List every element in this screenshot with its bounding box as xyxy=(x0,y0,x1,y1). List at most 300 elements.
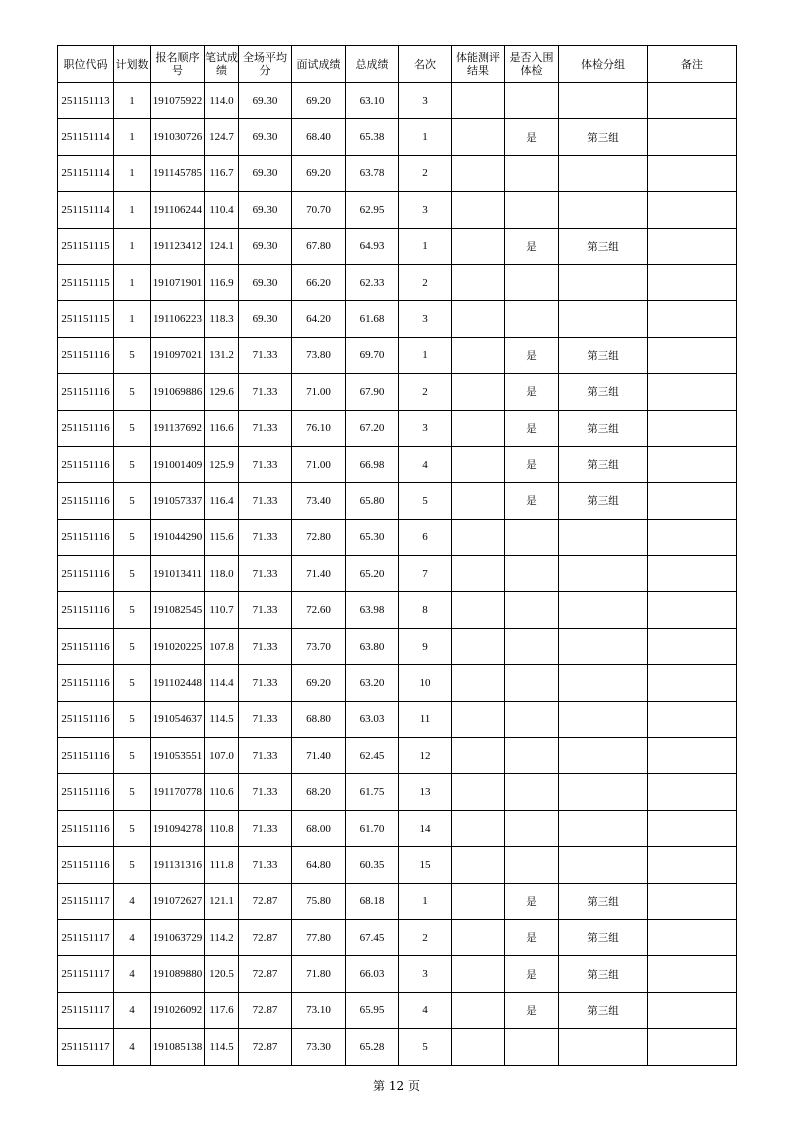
cell-position-code: 251151117 xyxy=(58,992,114,1028)
cell-fitness-result xyxy=(452,301,505,337)
cell-registration-number: 191044290 xyxy=(151,519,205,555)
cell-interview-score: 64.20 xyxy=(292,301,346,337)
table-header xyxy=(58,46,737,83)
cell-written-score: 114.4 xyxy=(205,665,239,701)
table-row xyxy=(58,628,737,664)
cell-remark xyxy=(648,228,737,264)
cell-plan-count: 5 xyxy=(114,519,151,555)
cell-interview-score: 70.70 xyxy=(292,192,346,228)
cell-fitness-result xyxy=(452,192,505,228)
cell-rank: 12 xyxy=(399,738,452,774)
cell-remark xyxy=(648,192,737,228)
cell-registration-number: 191057337 xyxy=(151,483,205,519)
cell-medical-shortlist xyxy=(505,628,559,664)
cell-position-code: 251151115 xyxy=(58,264,114,300)
cell-rank: 14 xyxy=(399,810,452,846)
cell-written-score: 107.0 xyxy=(205,738,239,774)
cell-interview-score: 69.20 xyxy=(292,155,346,191)
cell-medical-group: 第三组 xyxy=(559,228,648,264)
cell-position-code: 251151116 xyxy=(58,337,114,373)
cell-position-code: 251151115 xyxy=(58,301,114,337)
cell-remark xyxy=(648,847,737,883)
cell-registration-number: 191075922 xyxy=(151,83,205,119)
cell-interview-score: 71.80 xyxy=(292,956,346,992)
table-row xyxy=(58,992,737,1028)
cell-interview-score: 71.00 xyxy=(292,446,346,482)
table-row xyxy=(58,410,737,446)
cell-fitness-result xyxy=(452,738,505,774)
cell-medical-shortlist: 是 xyxy=(505,483,559,519)
cell-plan-count: 1 xyxy=(114,264,151,300)
cell-written-score: 116.6 xyxy=(205,410,239,446)
cell-registration-number: 191137692 xyxy=(151,410,205,446)
cell-rank: 5 xyxy=(399,1029,452,1065)
cell-interview-score: 76.10 xyxy=(292,410,346,446)
cell-interview-score: 77.80 xyxy=(292,919,346,955)
table-row xyxy=(58,592,737,628)
cell-plan-count: 4 xyxy=(114,1029,151,1065)
table-row xyxy=(58,337,737,373)
table-row xyxy=(58,847,737,883)
table-row xyxy=(58,83,737,119)
cell-plan-count: 5 xyxy=(114,483,151,519)
cell-remark xyxy=(648,556,737,592)
cell-rank: 3 xyxy=(399,301,452,337)
cell-position-code: 251151116 xyxy=(58,556,114,592)
cell-registration-number: 191106223 xyxy=(151,301,205,337)
cell-registration-number: 191071901 xyxy=(151,264,205,300)
cell-medical-shortlist xyxy=(505,847,559,883)
cell-position-code: 251151116 xyxy=(58,701,114,737)
cell-average-score: 69.30 xyxy=(239,264,292,300)
cell-medical-group xyxy=(559,1029,648,1065)
cell-registration-number: 191063729 xyxy=(151,919,205,955)
cell-written-score: 114.2 xyxy=(205,919,239,955)
header-medical-group: 体检分组 xyxy=(559,46,648,83)
cell-registration-number: 191026092 xyxy=(151,992,205,1028)
cell-medical-group: 第三组 xyxy=(559,446,648,482)
cell-average-score: 69.30 xyxy=(239,301,292,337)
cell-position-code: 251151117 xyxy=(58,1029,114,1065)
cell-medical-shortlist xyxy=(505,301,559,337)
cell-fitness-result xyxy=(452,919,505,955)
cell-rank: 10 xyxy=(399,665,452,701)
cell-position-code: 251151114 xyxy=(58,192,114,228)
cell-remark xyxy=(648,701,737,737)
cell-fitness-result xyxy=(452,155,505,191)
cell-total-score: 68.18 xyxy=(346,883,399,919)
cell-registration-number: 191072627 xyxy=(151,883,205,919)
table-row xyxy=(58,665,737,701)
cell-rank: 1 xyxy=(399,337,452,373)
cell-written-score: 116.9 xyxy=(205,264,239,300)
cell-remark xyxy=(648,155,737,191)
cell-medical-group: 第三组 xyxy=(559,483,648,519)
cell-average-score: 71.33 xyxy=(239,810,292,846)
cell-interview-score: 66.20 xyxy=(292,264,346,300)
cell-rank: 1 xyxy=(399,119,452,155)
cell-fitness-result xyxy=(452,847,505,883)
cell-fitness-result xyxy=(452,228,505,264)
cell-total-score: 65.80 xyxy=(346,483,399,519)
header-total-score: 总成绩 xyxy=(346,46,399,83)
cell-interview-score: 67.80 xyxy=(292,228,346,264)
cell-registration-number: 191030726 xyxy=(151,119,205,155)
cell-rank: 3 xyxy=(399,192,452,228)
cell-medical-shortlist xyxy=(505,738,559,774)
cell-average-score: 71.33 xyxy=(239,701,292,737)
cell-medical-shortlist xyxy=(505,592,559,628)
results-table xyxy=(57,45,737,1066)
cell-interview-score: 68.20 xyxy=(292,774,346,810)
cell-medical-group: 第三组 xyxy=(559,919,648,955)
cell-remark xyxy=(648,738,737,774)
cell-rank: 3 xyxy=(399,956,452,992)
cell-total-score: 67.90 xyxy=(346,374,399,410)
cell-total-score: 61.70 xyxy=(346,810,399,846)
cell-written-score: 118.0 xyxy=(205,556,239,592)
cell-total-score: 63.03 xyxy=(346,701,399,737)
cell-total-score: 63.10 xyxy=(346,83,399,119)
cell-total-score: 65.28 xyxy=(346,1029,399,1065)
cell-written-score: 110.6 xyxy=(205,774,239,810)
cell-written-score: 110.7 xyxy=(205,592,239,628)
cell-average-score: 69.30 xyxy=(239,83,292,119)
cell-average-score: 71.33 xyxy=(239,592,292,628)
cell-total-score: 67.45 xyxy=(346,919,399,955)
cell-position-code: 251151116 xyxy=(58,410,114,446)
cell-plan-count: 1 xyxy=(114,119,151,155)
cell-average-score: 71.33 xyxy=(239,847,292,883)
cell-remark xyxy=(648,628,737,664)
cell-total-score: 62.95 xyxy=(346,192,399,228)
header-row xyxy=(58,46,737,83)
cell-plan-count: 1 xyxy=(114,301,151,337)
cell-interview-score: 64.80 xyxy=(292,847,346,883)
cell-average-score: 71.33 xyxy=(239,665,292,701)
cell-remark xyxy=(648,956,737,992)
cell-total-score: 65.30 xyxy=(346,519,399,555)
cell-total-score: 63.80 xyxy=(346,628,399,664)
cell-total-score: 66.98 xyxy=(346,446,399,482)
page-number: 第 12 页 xyxy=(373,1079,420,1093)
cell-medical-shortlist: 是 xyxy=(505,992,559,1028)
cell-position-code: 251151116 xyxy=(58,519,114,555)
cell-medical-group xyxy=(559,301,648,337)
cell-registration-number: 191020225 xyxy=(151,628,205,664)
table-row xyxy=(58,483,737,519)
cell-registration-number: 191123412 xyxy=(151,228,205,264)
cell-rank: 4 xyxy=(399,992,452,1028)
cell-plan-count: 5 xyxy=(114,847,151,883)
cell-medical-shortlist: 是 xyxy=(505,228,559,264)
cell-plan-count: 5 xyxy=(114,665,151,701)
cell-position-code: 251151116 xyxy=(58,774,114,810)
cell-medical-shortlist: 是 xyxy=(505,446,559,482)
cell-plan-count: 5 xyxy=(114,374,151,410)
cell-interview-score: 68.40 xyxy=(292,119,346,155)
header-interview-score: 面试成绩 xyxy=(292,46,346,83)
cell-rank: 7 xyxy=(399,556,452,592)
cell-plan-count: 5 xyxy=(114,810,151,846)
cell-fitness-result xyxy=(452,774,505,810)
cell-remark xyxy=(648,83,737,119)
cell-registration-number: 191170778 xyxy=(151,774,205,810)
table-row xyxy=(58,810,737,846)
cell-interview-score: 75.80 xyxy=(292,883,346,919)
cell-medical-shortlist: 是 xyxy=(505,337,559,373)
table-row xyxy=(58,192,737,228)
cell-total-score: 61.75 xyxy=(346,774,399,810)
cell-plan-count: 5 xyxy=(114,446,151,482)
cell-medical-shortlist: 是 xyxy=(505,374,559,410)
cell-interview-score: 72.60 xyxy=(292,592,346,628)
cell-total-score: 69.70 xyxy=(346,337,399,373)
cell-total-score: 65.95 xyxy=(346,992,399,1028)
cell-written-score: 116.7 xyxy=(205,155,239,191)
cell-plan-count: 4 xyxy=(114,919,151,955)
cell-remark xyxy=(648,483,737,519)
cell-fitness-result xyxy=(452,410,505,446)
cell-remark xyxy=(648,301,737,337)
cell-medical-group xyxy=(559,810,648,846)
cell-registration-number: 191001409 xyxy=(151,446,205,482)
cell-medical-shortlist xyxy=(505,519,559,555)
cell-medical-group: 第三组 xyxy=(559,883,648,919)
cell-position-code: 251151113 xyxy=(58,83,114,119)
cell-interview-score: 71.00 xyxy=(292,374,346,410)
cell-written-score: 131.2 xyxy=(205,337,239,373)
table-row xyxy=(58,264,737,300)
cell-fitness-result xyxy=(452,592,505,628)
cell-plan-count: 5 xyxy=(114,701,151,737)
cell-plan-count: 1 xyxy=(114,83,151,119)
cell-medical-group xyxy=(559,738,648,774)
cell-plan-count: 1 xyxy=(114,228,151,264)
cell-position-code: 251151116 xyxy=(58,374,114,410)
cell-plan-count: 1 xyxy=(114,192,151,228)
cell-average-score: 71.33 xyxy=(239,628,292,664)
cell-rank: 5 xyxy=(399,483,452,519)
cell-remark xyxy=(648,410,737,446)
header-remark: 备注 xyxy=(648,46,737,83)
cell-position-code: 251151116 xyxy=(58,592,114,628)
cell-fitness-result xyxy=(452,628,505,664)
table-row xyxy=(58,228,737,264)
cell-medical-group: 第三组 xyxy=(559,410,648,446)
cell-fitness-result xyxy=(452,119,505,155)
cell-fitness-result xyxy=(452,956,505,992)
cell-interview-score: 68.80 xyxy=(292,701,346,737)
cell-medical-shortlist: 是 xyxy=(505,410,559,446)
table-body xyxy=(58,83,737,1066)
cell-remark xyxy=(648,774,737,810)
cell-position-code: 251151116 xyxy=(58,738,114,774)
cell-plan-count: 4 xyxy=(114,956,151,992)
header-written-score: 笔试成绩 xyxy=(205,46,239,83)
cell-plan-count: 4 xyxy=(114,883,151,919)
cell-total-score: 61.68 xyxy=(346,301,399,337)
cell-rank: 2 xyxy=(399,155,452,191)
cell-medical-shortlist: 是 xyxy=(505,119,559,155)
cell-rank: 6 xyxy=(399,519,452,555)
cell-fitness-result xyxy=(452,374,505,410)
cell-rank: 4 xyxy=(399,446,452,482)
cell-plan-count: 1 xyxy=(114,155,151,191)
cell-fitness-result xyxy=(452,556,505,592)
cell-written-score: 124.7 xyxy=(205,119,239,155)
cell-fitness-result xyxy=(452,992,505,1028)
cell-remark xyxy=(648,919,737,955)
cell-registration-number: 191053551 xyxy=(151,738,205,774)
cell-written-score: 124.1 xyxy=(205,228,239,264)
cell-medical-group xyxy=(559,628,648,664)
cell-position-code: 251151116 xyxy=(58,810,114,846)
cell-written-score: 114.5 xyxy=(205,701,239,737)
cell-position-code: 251151115 xyxy=(58,228,114,264)
cell-plan-count: 5 xyxy=(114,337,151,373)
table-row xyxy=(58,919,737,955)
cell-average-score: 72.87 xyxy=(239,1029,292,1065)
cell-interview-score: 69.20 xyxy=(292,83,346,119)
cell-registration-number: 191102448 xyxy=(151,665,205,701)
cell-total-score: 62.45 xyxy=(346,738,399,774)
cell-medical-group: 第三组 xyxy=(559,119,648,155)
cell-registration-number: 191013411 xyxy=(151,556,205,592)
cell-total-score: 65.38 xyxy=(346,119,399,155)
cell-fitness-result xyxy=(452,883,505,919)
cell-written-score: 107.8 xyxy=(205,628,239,664)
cell-position-code: 251151116 xyxy=(58,483,114,519)
cell-fitness-result xyxy=(452,83,505,119)
cell-rank: 2 xyxy=(399,919,452,955)
cell-interview-score: 71.40 xyxy=(292,556,346,592)
cell-written-score: 110.8 xyxy=(205,810,239,846)
cell-plan-count: 5 xyxy=(114,774,151,810)
cell-position-code: 251151116 xyxy=(58,665,114,701)
cell-rank: 1 xyxy=(399,883,452,919)
cell-written-score: 120.5 xyxy=(205,956,239,992)
cell-fitness-result xyxy=(452,519,505,555)
cell-registration-number: 191097021 xyxy=(151,337,205,373)
header-average-score: 全场平均分 xyxy=(239,46,292,83)
header-plan-count: 计划数 xyxy=(114,46,151,83)
cell-plan-count: 5 xyxy=(114,592,151,628)
header-position-code: 职位代码 xyxy=(58,46,114,83)
cell-rank: 9 xyxy=(399,628,452,664)
cell-registration-number: 191145785 xyxy=(151,155,205,191)
cell-written-score: 114.5 xyxy=(205,1029,239,1065)
table-row xyxy=(58,738,737,774)
cell-remark xyxy=(648,119,737,155)
cell-total-score: 65.20 xyxy=(346,556,399,592)
cell-total-score: 64.93 xyxy=(346,228,399,264)
cell-average-score: 71.33 xyxy=(239,483,292,519)
cell-written-score: 111.8 xyxy=(205,847,239,883)
cell-position-code: 251151116 xyxy=(58,446,114,482)
cell-medical-group xyxy=(559,774,648,810)
cell-interview-score: 69.20 xyxy=(292,665,346,701)
cell-medical-group xyxy=(559,701,648,737)
cell-rank: 3 xyxy=(399,83,452,119)
cell-registration-number: 191106244 xyxy=(151,192,205,228)
header-registration-number: 报名顺序号 xyxy=(151,46,205,83)
cell-average-score: 69.30 xyxy=(239,228,292,264)
cell-written-score: 114.0 xyxy=(205,83,239,119)
cell-remark xyxy=(648,665,737,701)
cell-position-code: 251151116 xyxy=(58,628,114,664)
cell-fitness-result xyxy=(452,337,505,373)
cell-remark xyxy=(648,446,737,482)
cell-medical-shortlist xyxy=(505,155,559,191)
cell-total-score: 63.78 xyxy=(346,155,399,191)
cell-medical-group xyxy=(559,83,648,119)
cell-remark xyxy=(648,592,737,628)
cell-medical-shortlist xyxy=(505,192,559,228)
cell-medical-group xyxy=(559,519,648,555)
cell-written-score: 125.9 xyxy=(205,446,239,482)
cell-medical-group: 第三组 xyxy=(559,337,648,373)
cell-written-score: 115.6 xyxy=(205,519,239,555)
table-row xyxy=(58,519,737,555)
table-row xyxy=(58,883,737,919)
cell-rank: 3 xyxy=(399,410,452,446)
cell-average-score: 72.87 xyxy=(239,919,292,955)
cell-position-code: 251151114 xyxy=(58,155,114,191)
cell-total-score: 67.20 xyxy=(346,410,399,446)
cell-remark xyxy=(648,337,737,373)
cell-rank: 1 xyxy=(399,228,452,264)
cell-medical-shortlist xyxy=(505,1029,559,1065)
cell-medical-group xyxy=(559,264,648,300)
cell-registration-number: 191089880 xyxy=(151,956,205,992)
cell-written-score: 129.6 xyxy=(205,374,239,410)
cell-average-score: 71.33 xyxy=(239,410,292,446)
cell-interview-score: 72.80 xyxy=(292,519,346,555)
cell-average-score: 69.30 xyxy=(239,192,292,228)
table-row xyxy=(58,956,737,992)
cell-position-code: 251151114 xyxy=(58,119,114,155)
cell-medical-group: 第三组 xyxy=(559,956,648,992)
cell-medical-shortlist: 是 xyxy=(505,919,559,955)
cell-rank: 15 xyxy=(399,847,452,883)
cell-average-score: 72.87 xyxy=(239,956,292,992)
cell-average-score: 72.87 xyxy=(239,992,292,1028)
cell-medical-group: 第三组 xyxy=(559,374,648,410)
cell-remark xyxy=(648,992,737,1028)
cell-interview-score: 73.80 xyxy=(292,337,346,373)
cell-registration-number: 191082545 xyxy=(151,592,205,628)
table-row xyxy=(58,155,737,191)
cell-medical-group xyxy=(559,155,648,191)
cell-rank: 8 xyxy=(399,592,452,628)
table-row xyxy=(58,301,737,337)
table-row xyxy=(58,556,737,592)
cell-written-score: 117.6 xyxy=(205,992,239,1028)
cell-registration-number: 191069886 xyxy=(151,374,205,410)
table-row xyxy=(58,374,737,410)
cell-plan-count: 5 xyxy=(114,556,151,592)
cell-registration-number: 191094278 xyxy=(151,810,205,846)
cell-remark xyxy=(648,810,737,846)
cell-average-score: 69.30 xyxy=(239,155,292,191)
cell-medical-shortlist xyxy=(505,701,559,737)
cell-medical-shortlist xyxy=(505,665,559,701)
cell-plan-count: 4 xyxy=(114,992,151,1028)
cell-medical-shortlist xyxy=(505,774,559,810)
cell-remark xyxy=(648,1029,737,1065)
cell-interview-score: 73.70 xyxy=(292,628,346,664)
